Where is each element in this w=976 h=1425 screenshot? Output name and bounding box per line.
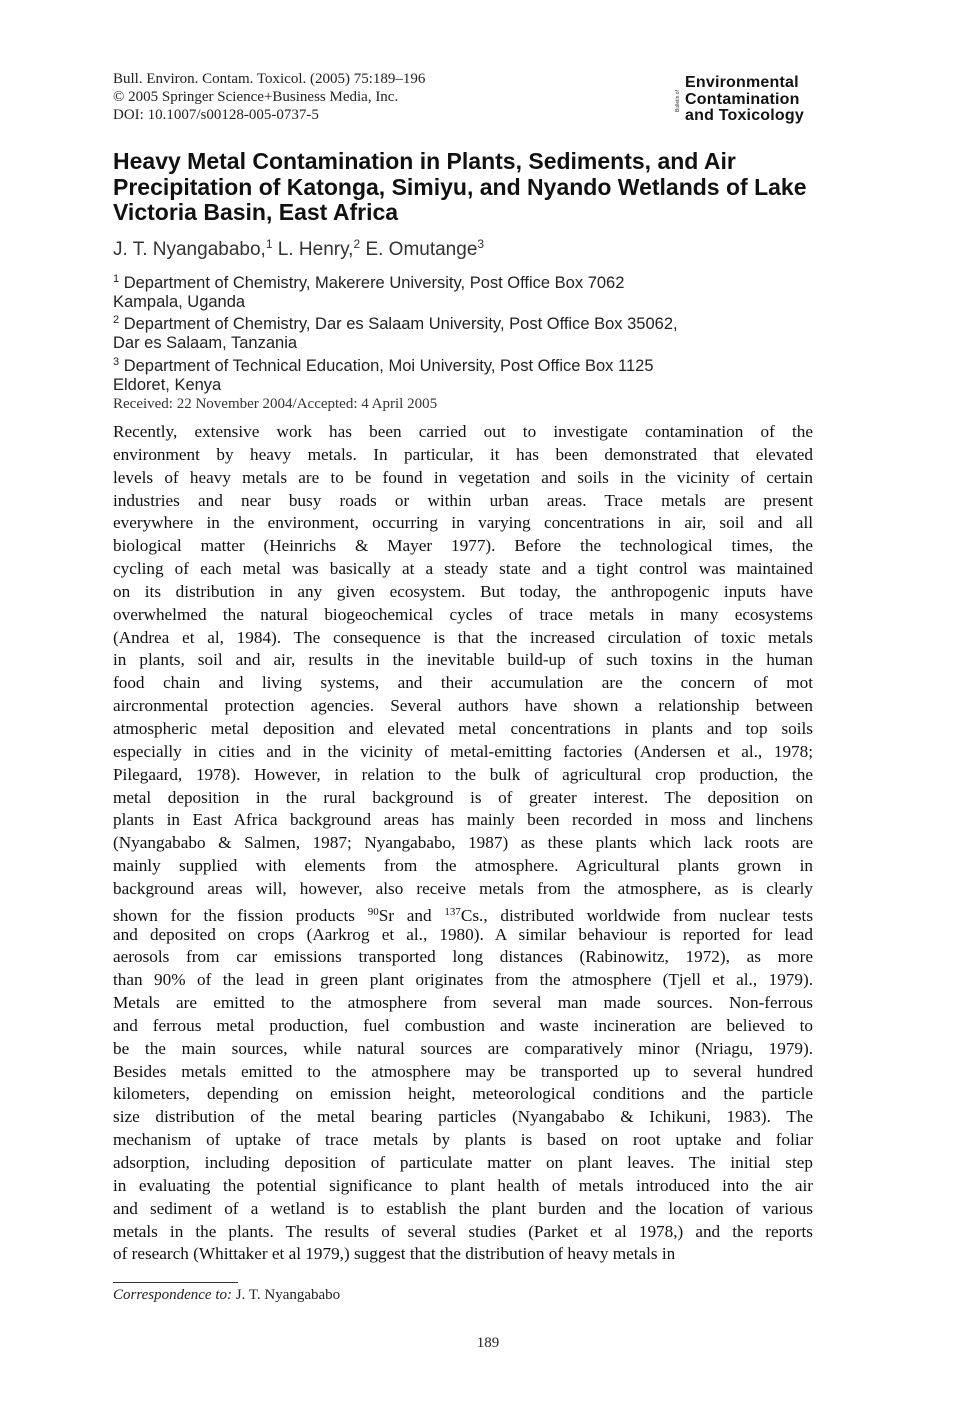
body-text-line: in evaluating the potential significance to plant health of metals introduced into the air	[113, 1175, 813, 1195]
author-name: L. Henry,	[277, 239, 354, 260]
author-affiliation-mark: 1	[265, 237, 273, 251]
body-text-line: than 90% of the lead in green plant originates from the atmosphere (Tjell et al., 1979).	[113, 970, 813, 990]
body-text-line: Metals are emitted to the atmosphere from several man made sources. Non-ferrous	[113, 993, 813, 1013]
affiliation-line	[113, 311, 853, 334]
affiliation-mark: 3	[113, 355, 120, 368]
author-name: E. Omutange	[365, 239, 478, 260]
body-text-line: Besides metals emitted to the atmosphere may be transported up to several hundred	[113, 1061, 813, 1081]
body-text-line: Recently, extensive work has been carried out to investigate contamination of the	[113, 422, 813, 441]
body-text-line: levels of heavy metals are to be found in vegetation and soils in the vicinity of certain	[113, 467, 813, 487]
author-affiliation-mark: 2	[353, 237, 361, 251]
body-text-line: (Nyangababo & Salmen, 1987; Nyangababo, 1987) as these plants which lack roots are	[113, 833, 813, 853]
body-text-line: and deposited on crops (Aarkrog et al., 1980). A similar behaviour is reported for lead	[113, 924, 813, 944]
body-text-line: in plants, soil and air, results in the inevitable build-up of such toxins in the human	[113, 650, 813, 670]
body-text-line: background areas will, however, also receive metals from the atmosphere, as is clearly	[113, 878, 813, 898]
body-text-line: atmospheric metal deposition and elevated metal concentrations in plants and top soils	[113, 718, 813, 738]
body-text-line: and ferrous metal production, fuel combustion and waste incineration are believed to	[113, 1015, 813, 1035]
journal-reference: Bull. Environ. Contam. Toxicol. (2005) 75:189–196	[113, 71, 426, 87]
affiliation-line: Eldoret, Kenya	[113, 375, 222, 394]
journal-logo-line-2: Contamination	[685, 90, 800, 108]
citation-block	[113, 70, 533, 124]
author-name: J. T. Nyangababo,	[113, 239, 266, 260]
author-affiliation-mark: 3	[477, 237, 485, 251]
isotope-line-text: Sr and	[378, 905, 445, 925]
body-text-line: of research (Whittaker et al 1979,) suggest that the distribution of heavy metals in	[113, 1244, 676, 1264]
affiliation-text: Department of Chemistry, Dar es Salaam University, Post Office Box 35062,	[119, 315, 678, 334]
affiliation-line	[113, 270, 853, 293]
correspondence-footnote	[113, 1286, 613, 1304]
journal-logo-line-3: and Toxicology	[685, 107, 804, 124]
paper-title: Heavy Metal Contamination in Plants, Sediments, and Air Precipitation of Katonga, Simiyu, and Nyando Wetlands of Lake Victoria Basin, East Africa	[113, 148, 807, 225]
body-text-line	[113, 901, 813, 924]
affiliation-mark: 2	[113, 314, 120, 327]
affiliation-line	[113, 353, 853, 376]
body-text-line: especially in cities and in the vicinity of metal-emitting factories (Andersen et al., 1978;	[113, 741, 813, 761]
received-accepted-dates: Received: 22 November 2004/Accepted: 4 April 2005	[113, 396, 438, 412]
body-text-line: environment by heavy metals. In particular, it has been demonstrated that elevated	[113, 444, 813, 464]
isotope-mass-number: 90	[367, 905, 379, 918]
body-text-line: and sediment of a wetland is to establish the plant burden and the location of various	[113, 1198, 813, 1218]
journal-logo-side-text: Bulletin of	[675, 90, 681, 112]
affiliation-line: Dar es Salaam, Tanzania	[113, 334, 298, 353]
body-text-line: industries and near busy roads or within urban areas. Trace metals are present	[113, 490, 813, 510]
body-text-line: plants in East Africa background areas has mainly been recorded in moss and linchens	[113, 810, 813, 830]
body-text-line: be the main sources, while natural sources are comparatively minor (Nriagu, 1979).	[113, 1038, 813, 1058]
affiliation-line: Kampala, Uganda	[113, 292, 246, 311]
journal-logo-line-1: Environmental	[685, 74, 799, 91]
affiliation-text: Department of Chemistry, Makerere University, Post Office Box 7062	[119, 274, 625, 292]
isotope-line-text: Cs., distributed worldwide from nuclear tests	[460, 905, 814, 925]
doi-line: DOI: 10.1007/s00128-005-0737-5	[113, 107, 319, 123]
body-text-line: Pilegaard, 1978). However, in relation to the bulk of agricultural crop production, the	[113, 764, 813, 784]
body-text-line: on its distribution in any given ecosystem. But today, the anthropogenic inputs have	[113, 581, 813, 601]
affiliation-list	[113, 270, 853, 394]
correspondence-label: Correspondence to:	[113, 1287, 233, 1303]
body-text-line: metal deposition in the rural background is of greater interest. The deposition on	[113, 787, 813, 807]
body-text-line: food chain and living systems, and their accumulation are the concern of mot	[113, 673, 813, 693]
body-text-line: mechanism of uptake of trace metals by plants is based on root uptake and foliar	[113, 1130, 813, 1150]
page-number: 189	[476, 1335, 500, 1351]
body-text-line: cycling of each metal was basically at a steady state and a tight control was maintained	[113, 559, 813, 579]
body-text-line: metals in the plants. The results of several studies (Parket et al 1978,) and the reports	[113, 1221, 813, 1241]
body-text	[113, 421, 813, 1266]
copyright-line: © 2005 Springer Science+Business Media, Inc.	[113, 89, 399, 105]
body-text-line: overwhelmed the natural biogeochemical cycles of trace metals in many ecosystems	[113, 604, 813, 624]
affiliation-mark: 1	[113, 273, 120, 285]
correspondence-name: J. T. Nyangababo	[232, 1287, 341, 1303]
affiliation-text: Department of Technical Education, Moi University, Post Office Box 1125	[119, 356, 654, 375]
body-text-line: (Andrea et al, 1984). The consequence is that the increased circulation of toxic metals	[113, 627, 813, 647]
body-text-line: size distribution of the metal bearing particles (Nyangababo & Ichikuni, 1983). The	[113, 1107, 813, 1127]
body-text-line: adsorption, including deposition of particulate matter on plant leaves. The initial step	[113, 1153, 813, 1172]
body-text-line: aerosols from car emissions transported long distances (Rabinowitz, 1972), as more	[113, 947, 813, 967]
body-text-line: biological matter (Heinrichs & Mayer 1977). Before the technological times, the	[113, 536, 813, 556]
body-text-line: aircronmental protection agencies. Several authors have shown a relationship between	[113, 696, 813, 716]
isotope-line-text: shown for the fission products	[113, 905, 368, 925]
journal-logo	[676, 75, 841, 129]
footnote-rule	[113, 1282, 238, 1283]
journal-logo-title	[685, 75, 843, 125]
body-text-line: kilometers, depending on emission height, meteorological conditions and the particle	[113, 1084, 813, 1104]
author-list	[113, 232, 853, 262]
body-text-line: everywhere in the environment, occurring in varying concentrations in air, soil and all	[113, 513, 813, 533]
body-text-line: mainly supplied with elements from the atmosphere. Agricultural plants grown in	[113, 856, 813, 876]
isotope-mass-number: 137	[444, 905, 461, 918]
